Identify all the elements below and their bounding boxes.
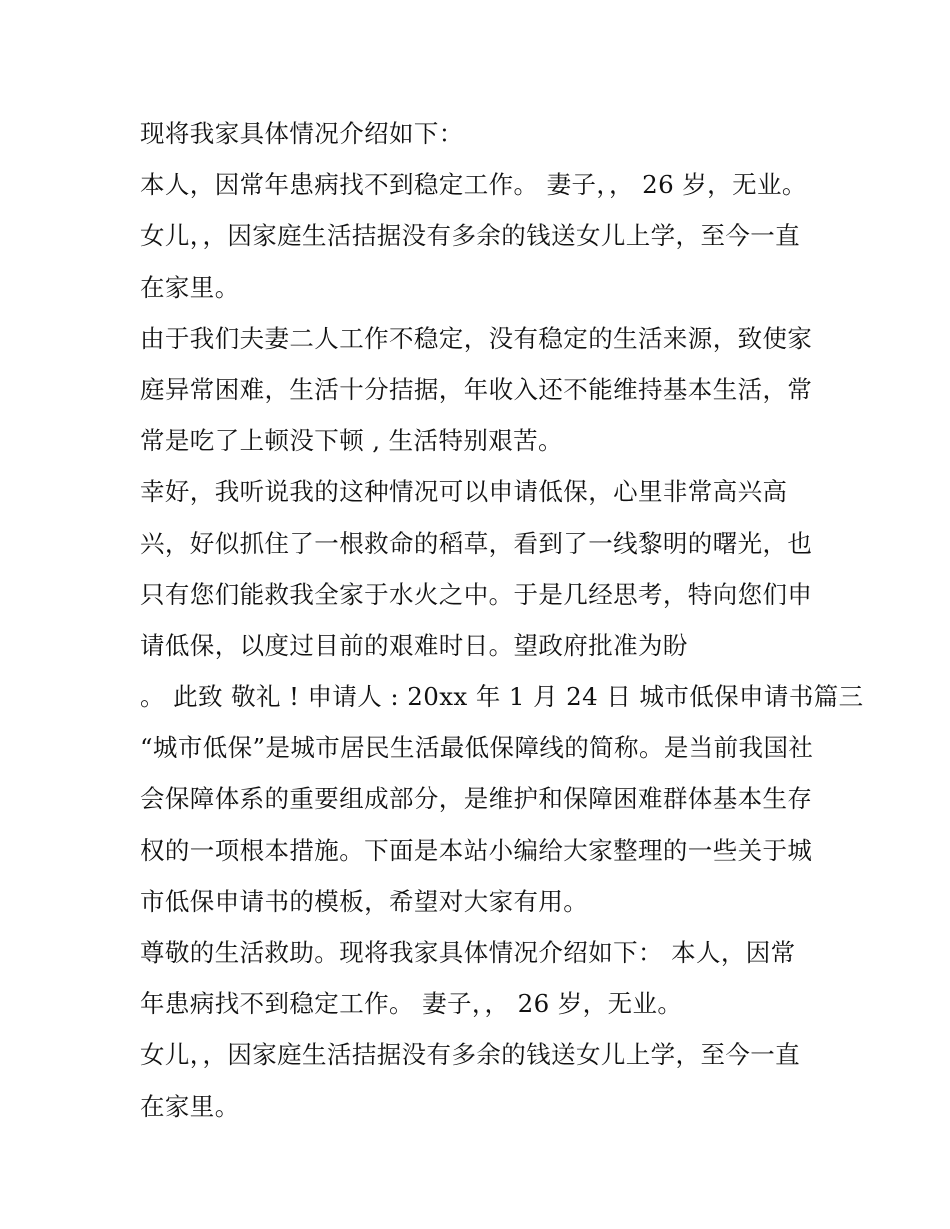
text-line: 尊敬的生活救助。现将我家具体情况介绍如下： 本人，因常 [140,938,796,967]
text-line: “城市低保”是城市居民生活最低保障线的简称。是当前我国社 [140,733,814,763]
text-line: 由于我们夫妻二人工作不稳定，没有稳定的生活来源，致使家 [140,323,813,353]
document-body [140,108,864,1132]
text-line: 只有您们能救我全家于水火之中。于是几经思考，特向您们申 [140,579,813,609]
text-line: 年患病找不到稳定工作。 妻子，， 26 岁，无业。 [140,989,683,1019]
text-line: 在家里。 [140,1091,240,1121]
text-line: 现将我家具体情况介绍如下： [140,119,464,148]
text-line: 兴，好似抓住了一根救命的稻草，看到了一线黎明的曙光，也 [140,528,813,558]
text-line: 请低保，以度过目前的艰难时日。望政府批准为盼 [140,630,688,660]
text-line: 。 此致 敬礼 ! 申请人 : 20xx 年 1 月 24 日 城市低保申请书篇三 [140,682,864,712]
text-line: 女儿，，因家庭生活拮据没有多余的钱送女儿上学，至今一直 [140,221,801,251]
text-line: 会保障体系的重要组成部分，是维护和保障困难群体基本生存 [140,784,813,814]
text-line: 庭异常困难，生活十分拮据，年收入还不能维持基本生活，常 [140,374,813,404]
text-line: 权的一项根本措施。下面是本站小编给大家整理的一些关于城 [140,835,813,865]
text-line: 幸好，我听说我的这种情况可以申请低保，心里非常高兴高 [140,477,788,507]
text-line: 在家里。 [140,272,240,302]
text-line: 常是吃了上顿没下顿 , 生活特别艰苦。 [140,426,563,456]
text-line: 市低保申请书的模板，希望对大家有用。 [140,886,589,916]
text-line: 女儿，，因家庭生活拮据没有多余的钱送女儿上学，至今一直 [140,1040,801,1070]
text-line: 本人，因常年患病找不到稳定工作。 妻子，， 26 岁，无业。 [140,170,807,200]
